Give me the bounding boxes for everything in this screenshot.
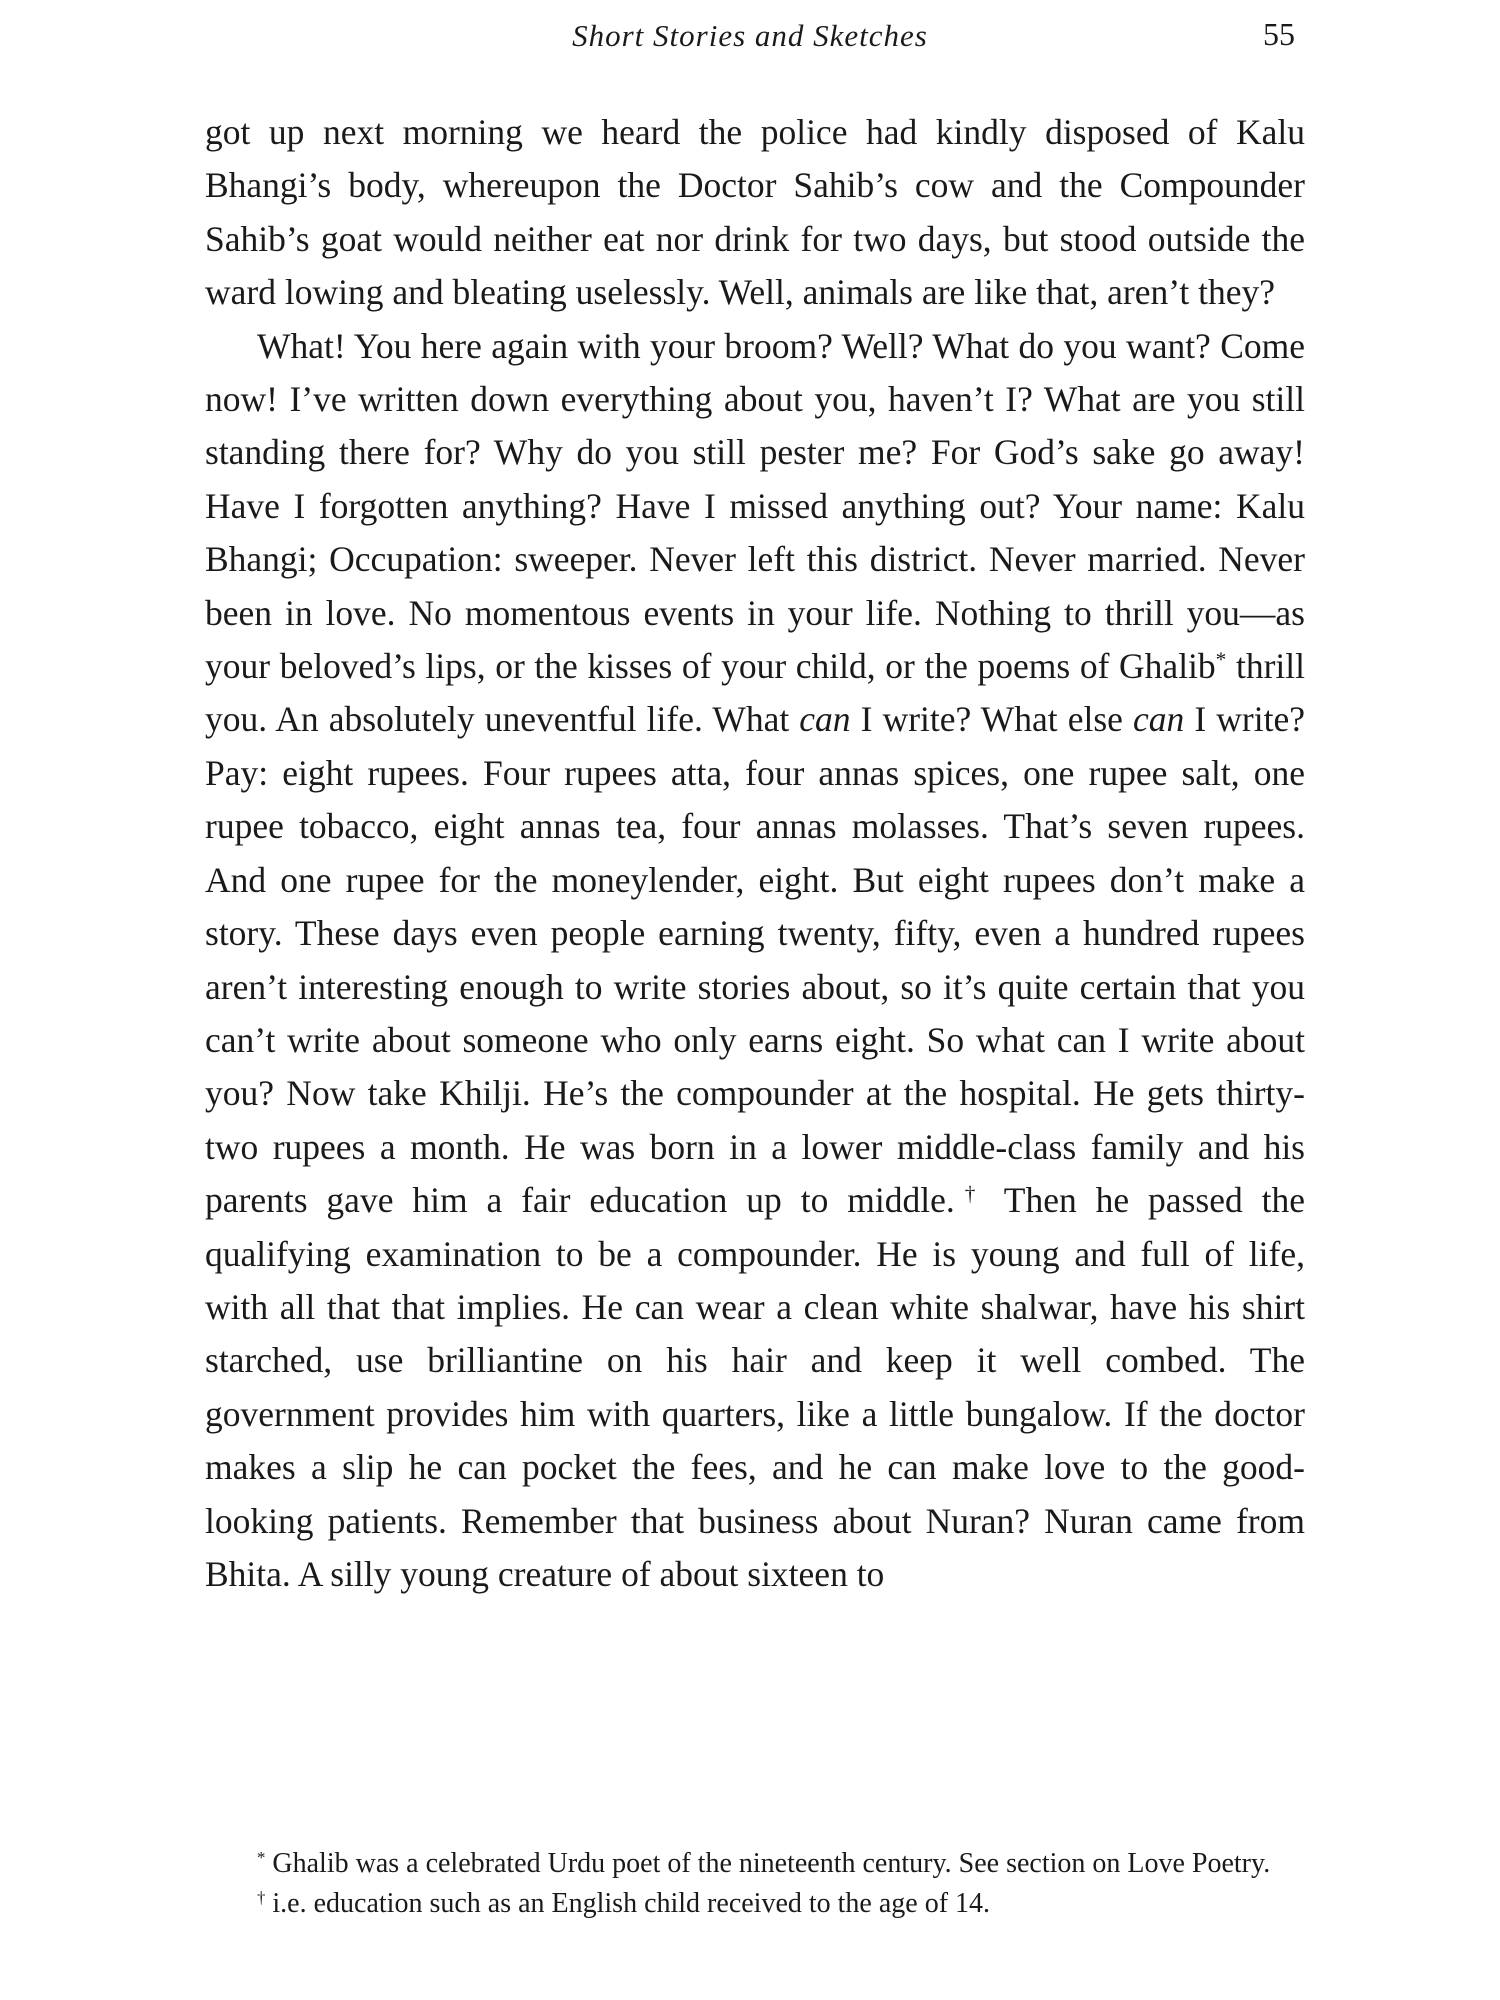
paragraph-text: I write? Pay: eight rupees. Four rupees atta, four annas spices, one rupee salt, one rupee tobacco, eight annas tea, four annas molasses. That’s seven rupees. And one rupee for the moneylender, eight. But eight rupees don’t make a story. These days even people earning twenty, fifty, even a hundred rupees aren’t interesting enough to write stories about, so it’s quite certain that you can’t write about someone who only earns eight. So what can I write about you? Now take Khilji. He’s the compounder at the hospital. He gets thirty-two rupees a month. He was born in a lower middle-class family and his parents gave him a fair education up to middle. <box>205 699 1305 1221</box>
footnote-2 <box>205 1884 1305 1924</box>
footnote-marker-dagger: † <box>954 1181 986 1206</box>
footnote-marker-star: * <box>1215 647 1227 672</box>
running-head <box>205 14 1295 64</box>
footnote-symbol-dagger: † <box>257 1887 266 1907</box>
footnote-1 <box>205 1844 1305 1884</box>
paragraph-main <box>205 320 1305 1602</box>
footnote-symbol-star: * <box>257 1847 266 1867</box>
body-text <box>205 106 1305 1601</box>
emphasis-can: can <box>1133 699 1185 740</box>
paragraph-text: thrill you. An absolutely uneventful life. What <box>205 646 1305 740</box>
paragraph-text: What! You here again with your broom? Well? What do you want? Come now! I’ve written down everything about you, haven’t I? What are you still standing there for? Why do you still pester me? For God’s sake go away! Have I forgotten anything? Have I missed anything out? Your name: Kalu Bhangi; Occupation: sweeper. Never left this district. Never married. Never been in love. No momentous events in your life. Nothing to thrill you—as your beloved’s lips, or the kisses of your child, or the poems of Ghalib <box>205 325 1305 687</box>
emphasis-can: can <box>799 699 851 740</box>
footnote-text: i.e. education such as an English child received to the age of 14. <box>265 1888 991 1919</box>
running-title: Short Stories and Sketches <box>572 18 928 53</box>
footnotes <box>205 1844 1305 1924</box>
paragraph-text: Then he passed the qualifying examination to be a compounder. He is young and full of life, with all that that implies. He can wear a clean white shalwar, have his shirt starched, use brilliantine on his hair and keep it well combed. The government provides him with quarters, like a little bungalow. If the doctor makes a slip he can pocket the fees, and he can make love to the good-looking patients. Remember that business about Nuran? Nuran came from Bhita. A silly young creature of about sixteen to <box>205 1180 1305 1594</box>
paragraph-text: I write? What else <box>850 699 1134 740</box>
page-number: 55 <box>1263 16 1295 52</box>
paragraph-continued: got up next morning we heard the police had kindly disposed of Kalu Bhangi’s body, whereupon the Doctor Sahib’s cow and the Compounder Sahib’s goat would neither eat nor drink for two days, but stood outside the ward lowing and bleating uselessly. Well, animals are like that, aren’t they? <box>205 112 1305 313</box>
footnote-text: Ghalib was a celebrated Urdu poet of the nineteenth century. See section on Love Poetry. <box>265 1848 1271 1879</box>
